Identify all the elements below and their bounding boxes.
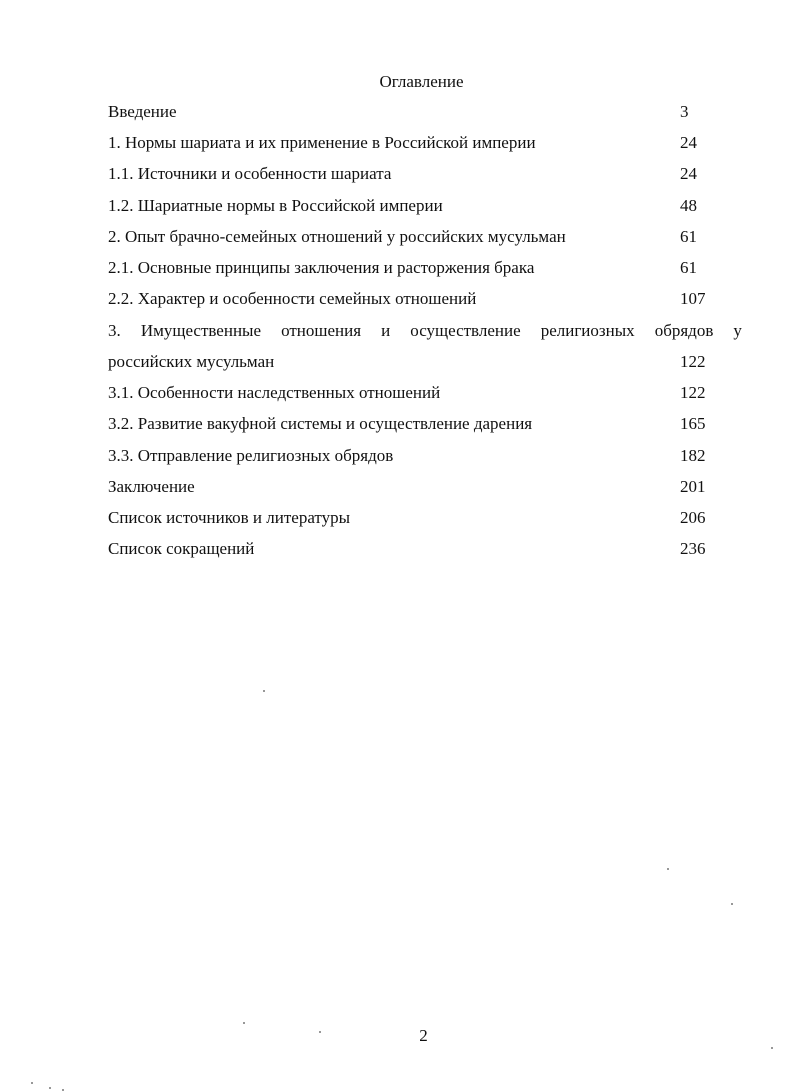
- toc-entry-label: 1. Нормы шариата и их применение в Российской империи: [108, 133, 536, 152]
- toc-entry-word: обрядов: [654, 321, 714, 340]
- toc-entry-label: 3.1. Особенности наследственных отношений: [108, 383, 441, 402]
- toc-entry: [108, 445, 748, 467]
- toc-entry-label: 2.1. Основные принципы заключения и расторжения брака: [108, 258, 535, 277]
- toc-entry-label: российских мусульман: [108, 352, 275, 371]
- toc-entry-page: 61: [680, 227, 697, 246]
- page-number: 2: [419, 1026, 428, 1045]
- toc-entry-page: 48: [680, 196, 697, 215]
- scan-speck: [771, 1047, 773, 1049]
- scan-speck: [49, 1087, 51, 1089]
- toc-entry-word: 3.: [108, 321, 121, 340]
- toc-entry-label: 2. Опыт брачно-семейных отношений у российских мусульман: [108, 227, 566, 246]
- toc-entry: [108, 382, 748, 404]
- toc-entry-label: Введение: [108, 102, 177, 121]
- toc-entry: [108, 226, 748, 248]
- toc-entry-label: Заключение: [108, 477, 195, 496]
- toc-entry-page: 61: [680, 258, 697, 277]
- toc-entry: [108, 288, 748, 310]
- toc-entry-page: 206: [680, 508, 706, 527]
- toc-entry: [108, 132, 748, 154]
- toc-entry-word: и: [381, 321, 391, 340]
- toc-entry-page: 107: [680, 289, 706, 308]
- toc-entry-page: 24: [680, 164, 697, 183]
- scan-speck: [62, 1089, 64, 1091]
- toc-entry-label: 3.2. Развитие вакуфной системы и осуществление дарения: [108, 414, 533, 433]
- scan-speck: [319, 1031, 321, 1033]
- toc-entry-label: 1.1. Источники и особенности шариата: [108, 164, 392, 183]
- toc-title: Оглавление: [379, 72, 464, 91]
- toc-entry-line1: [108, 320, 742, 342]
- toc-entry-page: 165: [680, 414, 706, 433]
- toc-entry: [108, 476, 748, 498]
- toc-entry-page: 122: [680, 383, 706, 402]
- scan-speck: [31, 1082, 33, 1084]
- toc-entry-label: 3.3. Отправление религиозных обрядов: [108, 446, 394, 465]
- toc-entry-word: отношения: [281, 321, 362, 340]
- toc-entry: [108, 163, 748, 185]
- toc-entry-label: Список источников и литературы: [108, 508, 351, 527]
- scan-speck: [243, 1022, 245, 1024]
- toc-entry-page: 236: [680, 539, 706, 558]
- toc-entry-page: 24: [680, 133, 697, 152]
- toc-entry-page: 182: [680, 446, 706, 465]
- toc-entry: [108, 195, 748, 217]
- scan-speck: [731, 903, 733, 905]
- toc-entry: [108, 101, 748, 123]
- toc-entry-word: у: [733, 321, 742, 340]
- toc-entry-word: Имущественные: [140, 321, 262, 340]
- toc-entry-page: 201: [680, 477, 706, 496]
- scan-speck: [263, 690, 265, 692]
- toc-entry: [108, 507, 748, 529]
- toc-entry-word: религиозных: [540, 321, 635, 340]
- scan-speck: [667, 868, 669, 870]
- toc-entry: [108, 413, 748, 435]
- toc-entry-label: 1.2. Шариатные нормы в Российской империи: [108, 196, 443, 215]
- toc-entry-page: 3: [680, 102, 689, 121]
- toc-entry-label: 2.2. Характер и особенности семейных отношений: [108, 289, 477, 308]
- toc-entry-word: осуществление: [410, 321, 521, 340]
- toc-entry-label: Список сокращений: [108, 539, 255, 558]
- toc-entry: [108, 351, 748, 373]
- toc-entry-page: 122: [680, 352, 706, 371]
- toc-entry: [108, 538, 748, 560]
- toc-entry: [108, 257, 748, 279]
